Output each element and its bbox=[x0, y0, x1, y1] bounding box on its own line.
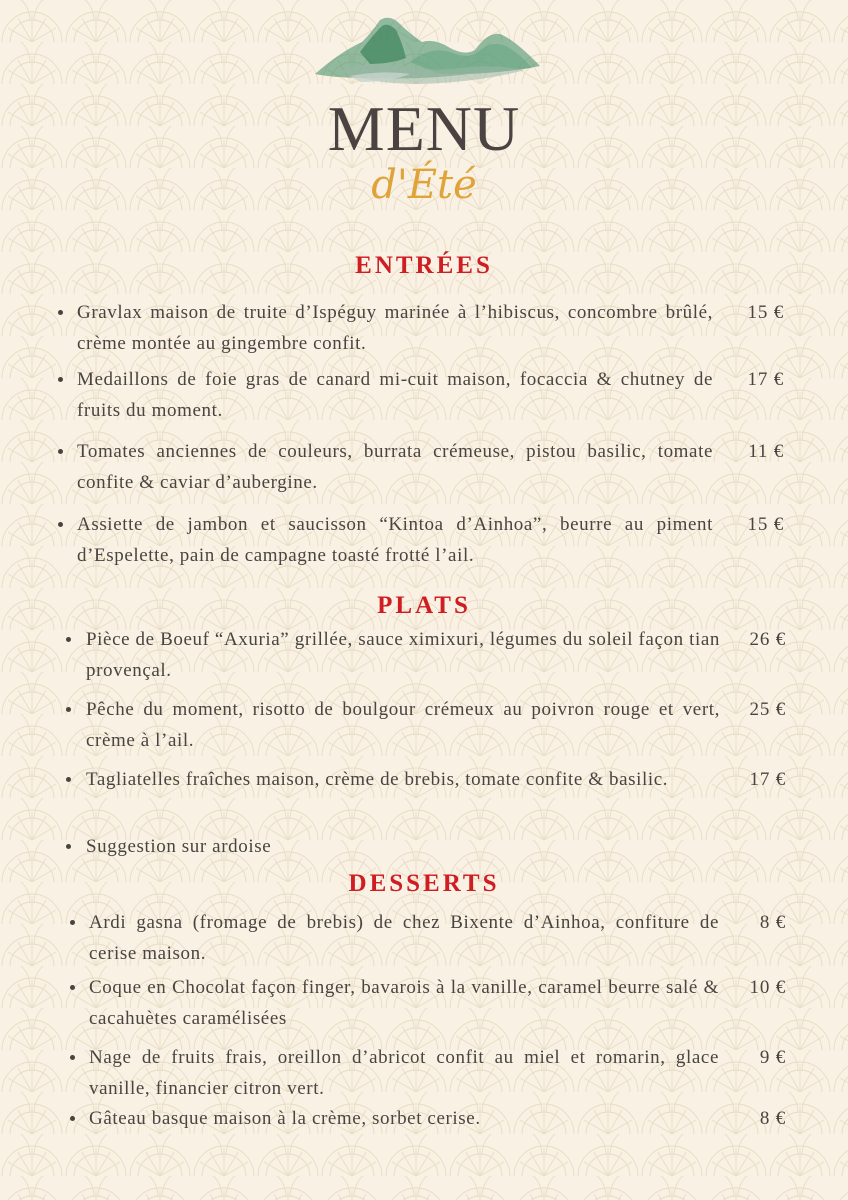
item-description: Ardi gasna (fromage de brebis) de chez Bixente d’Ainhoa, confiture de cerise maison. bbox=[89, 912, 719, 964]
item-description: Gravlax maison de truite d’Ispéguy marinée à l’hibiscus, concombre brûlé, crème montée au gingembre confit. bbox=[77, 302, 713, 354]
bullet-icon bbox=[70, 920, 75, 925]
section-title-entrees: ENTRÉES bbox=[355, 252, 493, 279]
bullet-icon bbox=[58, 310, 63, 315]
item-price: 15 € bbox=[747, 514, 784, 535]
bullet-icon bbox=[70, 1055, 75, 1060]
item-price: 25 € bbox=[749, 699, 786, 720]
item-price: 11 € bbox=[748, 441, 784, 462]
item-description: Pêche du moment, risotto de boulgour crémeux au poivron rouge et vert, crème à l’ail. bbox=[86, 699, 720, 751]
item-description: Pièce de Boeuf “Axuria” grillée, sauce ximixuri, légumes du soleil façon tian provençal. bbox=[86, 629, 720, 681]
bullet-icon bbox=[58, 377, 63, 382]
menu-title: MENU bbox=[327, 93, 521, 164]
item-description: Assiette de jambon et saucisson “Kintoa d’Ainhoa”, beurre au piment d’Espelette, pain de campagne toasté frotté l’ail. bbox=[77, 514, 713, 566]
item-description: Gâteau basque maison à la crème, sorbet cerise. bbox=[89, 1108, 481, 1129]
item-description: Coque en Chocolat façon finger, bavarois à la vanille, caramel beurre salé & cacahuètes caramélisées bbox=[89, 977, 719, 1029]
watercolor-mountains-icon bbox=[310, 12, 545, 92]
bullet-icon bbox=[58, 449, 63, 454]
bullet-icon bbox=[70, 985, 75, 990]
item-description: Medaillons de foie gras de canard mi-cuit maison, focaccia & chutney de fruits du moment. bbox=[77, 369, 713, 421]
section-title-plats: PLATS bbox=[377, 592, 471, 619]
item-price: 8 € bbox=[759, 912, 786, 933]
item-description: Tagliatelles fraîches maison, crème de brebis, tomate confite & basilic. bbox=[86, 769, 669, 790]
item-price: 26 € bbox=[749, 629, 786, 650]
bullet-icon bbox=[66, 637, 71, 642]
item-description: Tomates anciennes de couleurs, burrata crémeuse, pistou basilic, tomate confite & caviar d’aubergine. bbox=[77, 441, 713, 493]
item-price: 8 € bbox=[759, 1108, 786, 1129]
bullet-icon bbox=[58, 522, 63, 527]
bullet-icon bbox=[66, 707, 71, 712]
bullet-icon bbox=[66, 844, 71, 849]
bullet-icon bbox=[66, 777, 71, 782]
item-price: 17 € bbox=[749, 769, 786, 790]
item-description: Suggestion sur ardoise bbox=[86, 836, 272, 857]
menu-subtitle: d'Été bbox=[371, 162, 477, 208]
bullet-icon bbox=[70, 1116, 75, 1121]
item-price: 15 € bbox=[747, 302, 784, 323]
item-price: 9 € bbox=[759, 1047, 786, 1068]
item-price: 17 € bbox=[747, 369, 784, 390]
item-description: Nage de fruits frais, oreillon d’abricot confit au miel et romarin, glace vanille, financier citron vert. bbox=[89, 1047, 719, 1099]
section-title-desserts: DESSERTS bbox=[348, 870, 500, 897]
item-price: 10 € bbox=[749, 977, 786, 998]
